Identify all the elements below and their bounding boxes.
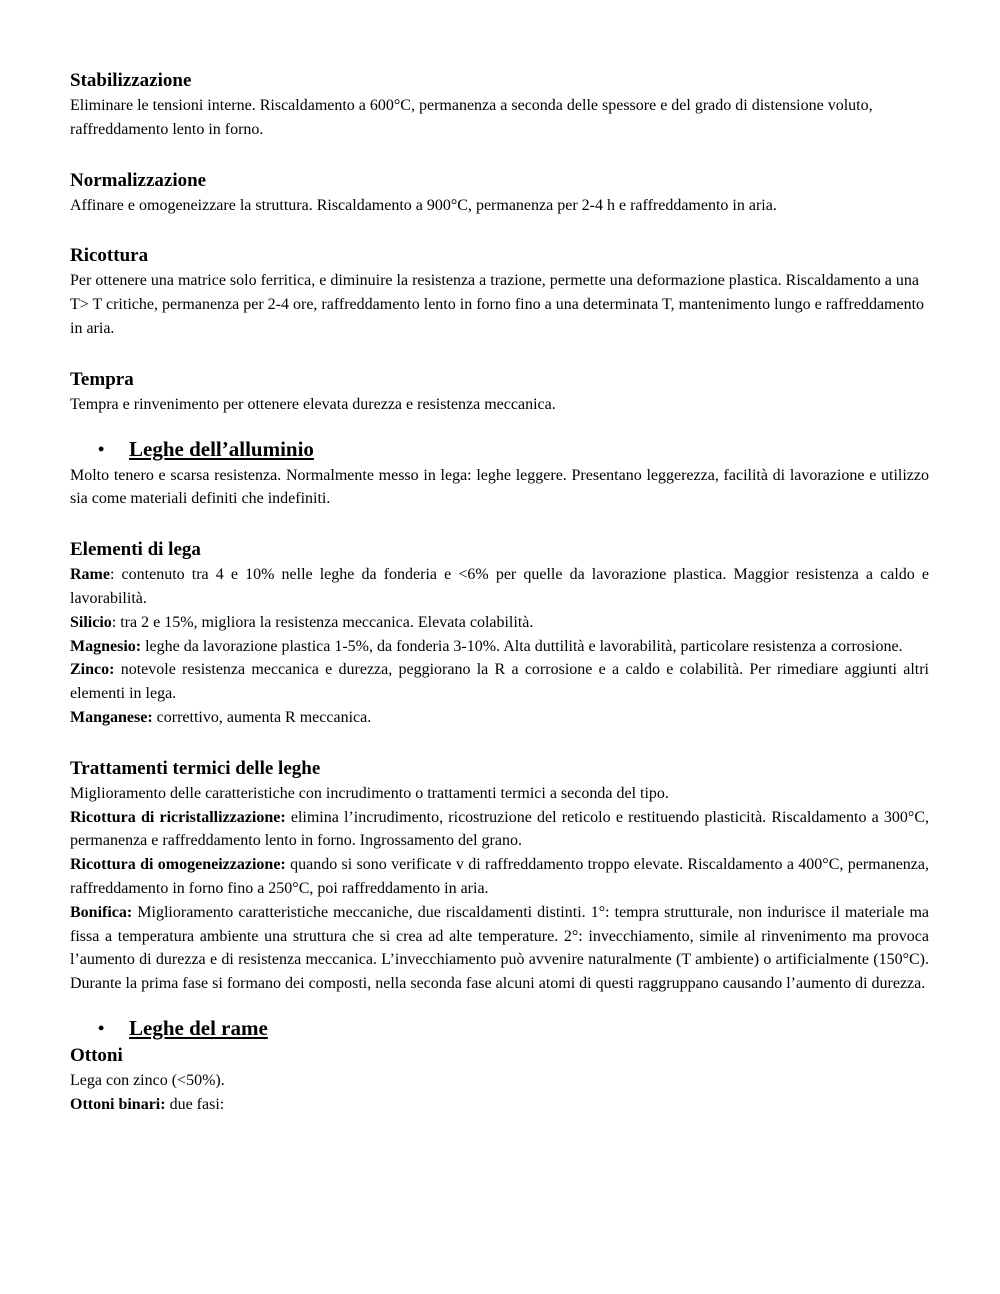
bullet-icon: • <box>98 438 105 459</box>
heading-text: Leghe dell’alluminio <box>129 436 314 461</box>
term-label: Silicio <box>70 613 112 631</box>
list-item-ricristallizzazione <box>70 806 929 854</box>
paragraph-tempra: Tempra e rinvenimento per ottenere elevata durezza e resistenza meccanica. <box>70 395 556 413</box>
term-label: Magnesio: <box>70 637 142 655</box>
heading-leghe-rame <box>70 1013 929 1043</box>
list-item-magnesio <box>70 635 929 659</box>
heading-leghe-alluminio <box>70 434 929 464</box>
term-text: quando si sono verificate v di raffreddamento troppo elevate. Riscaldamento a 400°C, permanenza, raffreddamento in forno fino a 250°C, poi raffreddamento in aria. <box>70 856 929 897</box>
paragraph-trattamenti-intro: Miglioramento delle caratteristiche con incrudimento o trattamenti termici a seconda del tipo. <box>70 784 669 802</box>
term-text: notevole resistenza meccanica e durezza, peggiorano la R a corrosione e a caldo e colabilità. Per rimediare aggiunti altri elementi in lega. <box>70 661 929 703</box>
term-label: Ricottura di omogeneizzazione: <box>70 856 286 874</box>
paragraph-stabilizzazione: Eliminare le tensioni interne. Riscaldamento a 600°C, permanenza a seconda delle spessore e del grado di distensione voluto, raffreddamento lento in forno. <box>70 97 873 138</box>
list-item-zinco <box>70 658 929 706</box>
list-item-omogeneizzazione <box>70 853 929 901</box>
list-item-ottoni-binari <box>70 1093 929 1117</box>
spacer <box>70 730 929 756</box>
paragraph-normalizzazione: Affinare e omogeneizzare la struttura. Riscaldamento a 900°C, permanenza per 2-4 h e raffreddamento in aria. <box>70 196 777 214</box>
document-page <box>70 68 929 1117</box>
spacer <box>70 217 929 243</box>
term-text: : tra 2 e 15%, migliora la resistenza meccanica. Elevata colabilità. <box>111 613 534 631</box>
heading-ricottura: Ricottura <box>70 245 149 267</box>
heading-text: Leghe del rame <box>129 1015 268 1040</box>
heading-normalizzazione: Normalizzazione <box>70 169 207 191</box>
term-text: correttivo, aumenta R meccanica. <box>152 708 372 726</box>
term-label: Zinco: <box>70 661 115 679</box>
term-label: Bonifica: <box>70 903 133 921</box>
heading-stabilizzazione: Stabilizzazione <box>70 70 192 91</box>
term-text: elimina l’incrudimento, ricostruzione del reticolo e restituendo plasticità. Riscaldamento a 300°C, permanenza e raffreddamento lento in forno. Ingrossamento del grano. <box>70 808 930 850</box>
heading-tempra: Tempra <box>70 368 134 390</box>
paragraph-alluminio: Molto tenero e scarsa resistenza. Normalmente messo in lega: leghe leggere. Presentano leggerezza, facilità di lavorazione e utilizzo sia come materiali definiti che indefiniti. <box>70 466 929 508</box>
spacer <box>70 996 929 1013</box>
spacer <box>70 341 929 367</box>
term-text: Miglioramento caratteristiche meccaniche, due riscaldamenti distinti. 1°: tempra strutturale, non indurisce il materiale ma fissa a temperatura ambiente una struttura che si crea ad alte temperature. 2°: invecchiamento, simile al rinvenimento ma provoca l’aumento di durezza e di resistenza meccanica. L’invecchiamento può avvenire naturalmente (T ambiente) o artificialmente (150°C). Durante la prima fase si formano dei composti, nella seconda fase alcuni atomi di questi raggruppano causando l’aumento di durezza. <box>70 903 929 993</box>
spacer <box>70 142 929 168</box>
paragraph-ricottura: Per ottenere una matrice solo ferritica, e diminuire la resistenza a trazione, permette una deformazione plastica. Riscaldamento a una T> T critiche, permanenza per 2-4 ore, raffreddamento lento in forno fino a una determinata T, mantenimento lungo e raffreddamento in aria. <box>70 272 925 337</box>
bullet-icon: • <box>98 1017 105 1038</box>
spacer <box>70 511 929 537</box>
list-item-rame <box>70 563 929 611</box>
heading-ottoni: Ottoni <box>70 1044 123 1066</box>
term-label: Manganese: <box>70 708 153 726</box>
list-item-bonifica <box>70 901 929 996</box>
term-label: Rame <box>70 566 110 584</box>
list-item-silicio <box>70 611 929 635</box>
paragraph-ottoni: Lega con zinco (<50%). <box>70 1071 225 1089</box>
list-item-manganese <box>70 706 929 730</box>
term-text: due fasi: <box>165 1095 225 1113</box>
heading-trattamenti-termici: Trattamenti termici delle leghe <box>70 757 321 779</box>
spacer <box>70 417 929 434</box>
term-label: Ottoni binari: <box>70 1095 166 1113</box>
heading-elementi-di-lega: Elementi di lega <box>70 539 201 561</box>
term-text: leghe da lavorazione plastica 1-5%, da fonderia 3-10%. Alta duttilità e lavorabilità, particolare resistenza a corrosione. <box>141 637 903 655</box>
term-label: Ricottura di ricristallizzazione: <box>70 808 286 826</box>
term-text: : contenuto tra 4 e 10% nelle leghe da fonderia e <6% per quelle da lavorazione plastica. Maggior resistenza a caldo e lavorabilità. <box>70 566 929 607</box>
